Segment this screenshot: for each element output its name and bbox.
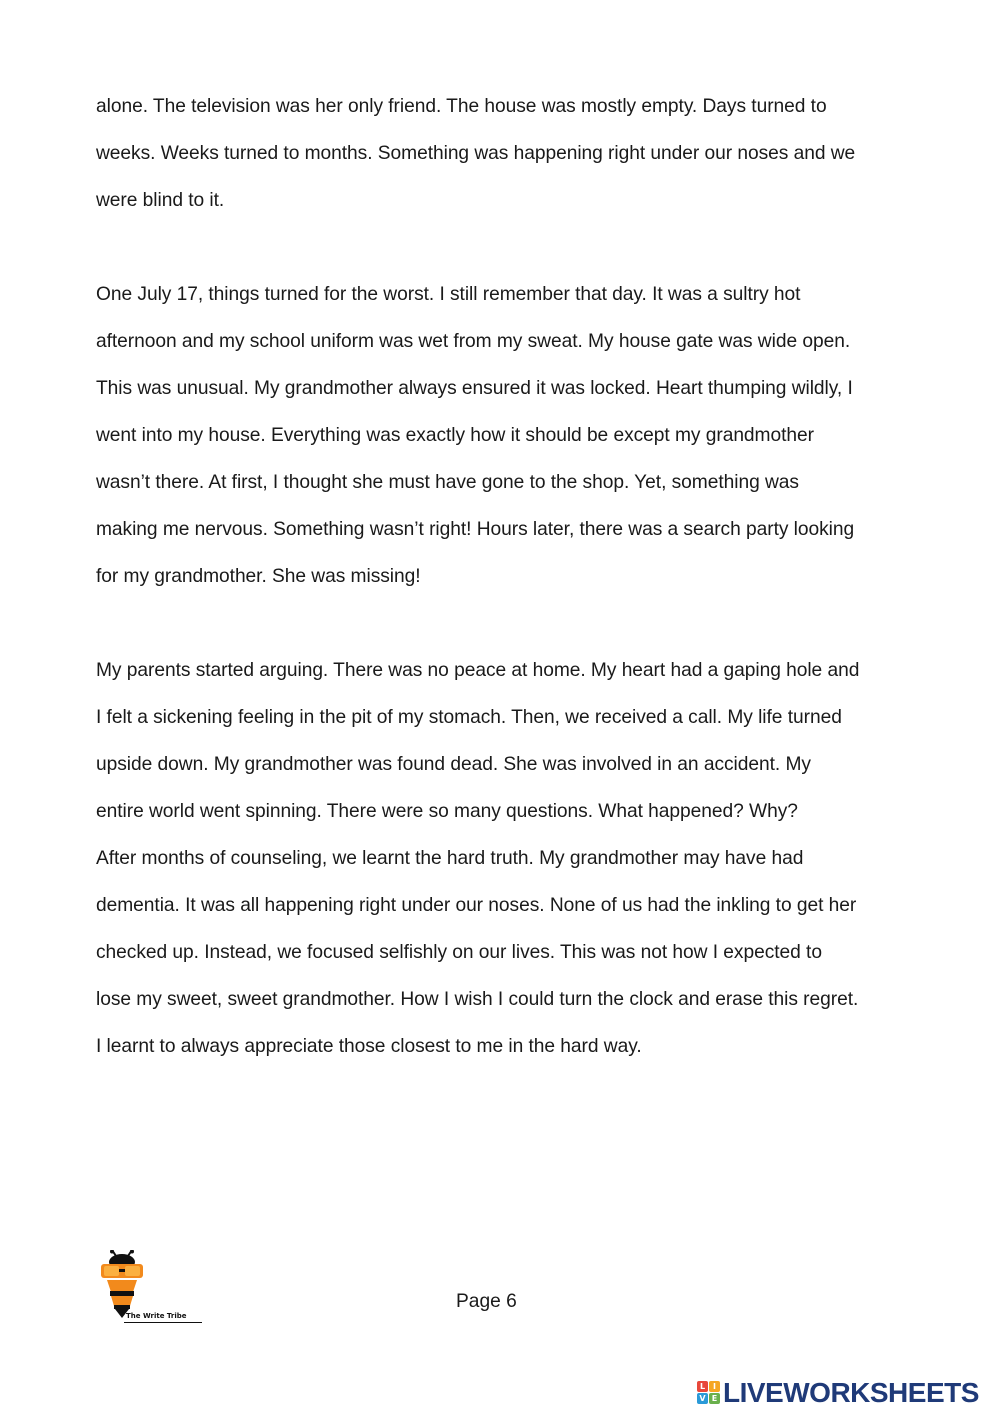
text-line: One July 17, things turned for the worst. I still remember that day. It was a sultry hot (96, 284, 801, 305)
text-line: dementia. It was all happening right under our noses. None of us had the inkling to get her (96, 895, 857, 916)
logo-caption: The Write Tribe (126, 1312, 187, 1320)
text-line: My parents started arguing. There was no peace at home. My heart had a gaping hole and (96, 660, 860, 681)
logo-cell: V (697, 1393, 708, 1404)
text-line: upside down. My grandmother was found dead. She was involved in an accident. My (96, 754, 811, 775)
logo-underline (124, 1322, 202, 1323)
liveworksheets-watermark (697, 1376, 995, 1410)
text-line: afternoon and my school uniform was wet from my sweat. My house gate was wide open. (96, 331, 851, 352)
text-line: making me nervous. Something wasn’t right! Hours later, there was a search party looking (96, 519, 855, 540)
paragraph-3 (96, 647, 916, 1070)
text-line: entire world went spinning. There were so many questions. What happened? Why? (96, 801, 798, 822)
text-line: I felt a sickening feeling in the pit of my stomach. Then, we received a call. My life turned (96, 707, 842, 728)
logo-cell: I (709, 1381, 720, 1392)
paragraph-1 (96, 83, 916, 224)
logo-cell: L (697, 1381, 708, 1392)
page-number: Page 6 (456, 1291, 517, 1312)
text-line: This was unusual. My grandmother always ensured it was locked. Heart thumping wildly, I (96, 378, 853, 399)
bee-icon (98, 1250, 158, 1320)
text-line: alone. The television was her only friend. The house was mostly empty. Days turned to (96, 96, 827, 117)
text-line: checked up. Instead, we focused selfishly on our lives. This was not how I expected to (96, 942, 822, 963)
liveworksheets-logo-icon (697, 1381, 721, 1405)
logo-cell: E (709, 1393, 720, 1404)
text-line: I learnt to always appreciate those closest to me in the hard way. (96, 1036, 642, 1057)
text-line: were blind to it. (96, 190, 225, 211)
write-tribe-logo (98, 1250, 208, 1330)
text-line: After months of counseling, we learnt the hard truth. My grandmother may have had (96, 848, 804, 869)
text-line: went into my house. Everything was exactly how it should be except my grandmother (96, 425, 814, 446)
liveworksheets-brand-text: LIVEWORKSHEETS (723, 1377, 979, 1408)
text-line: lose my sweet, sweet grandmother. How I wish I could turn the clock and erase this regret. (96, 989, 859, 1010)
text-line: wasn’t there. At first, I thought she must have gone to the shop. Yet, something was (96, 472, 799, 493)
text-line: weeks. Weeks turned to months. Something was happening right under our noses and we (96, 143, 856, 164)
text-line: for my grandmother. She was missing! (96, 566, 421, 587)
paragraph-2 (96, 271, 916, 600)
